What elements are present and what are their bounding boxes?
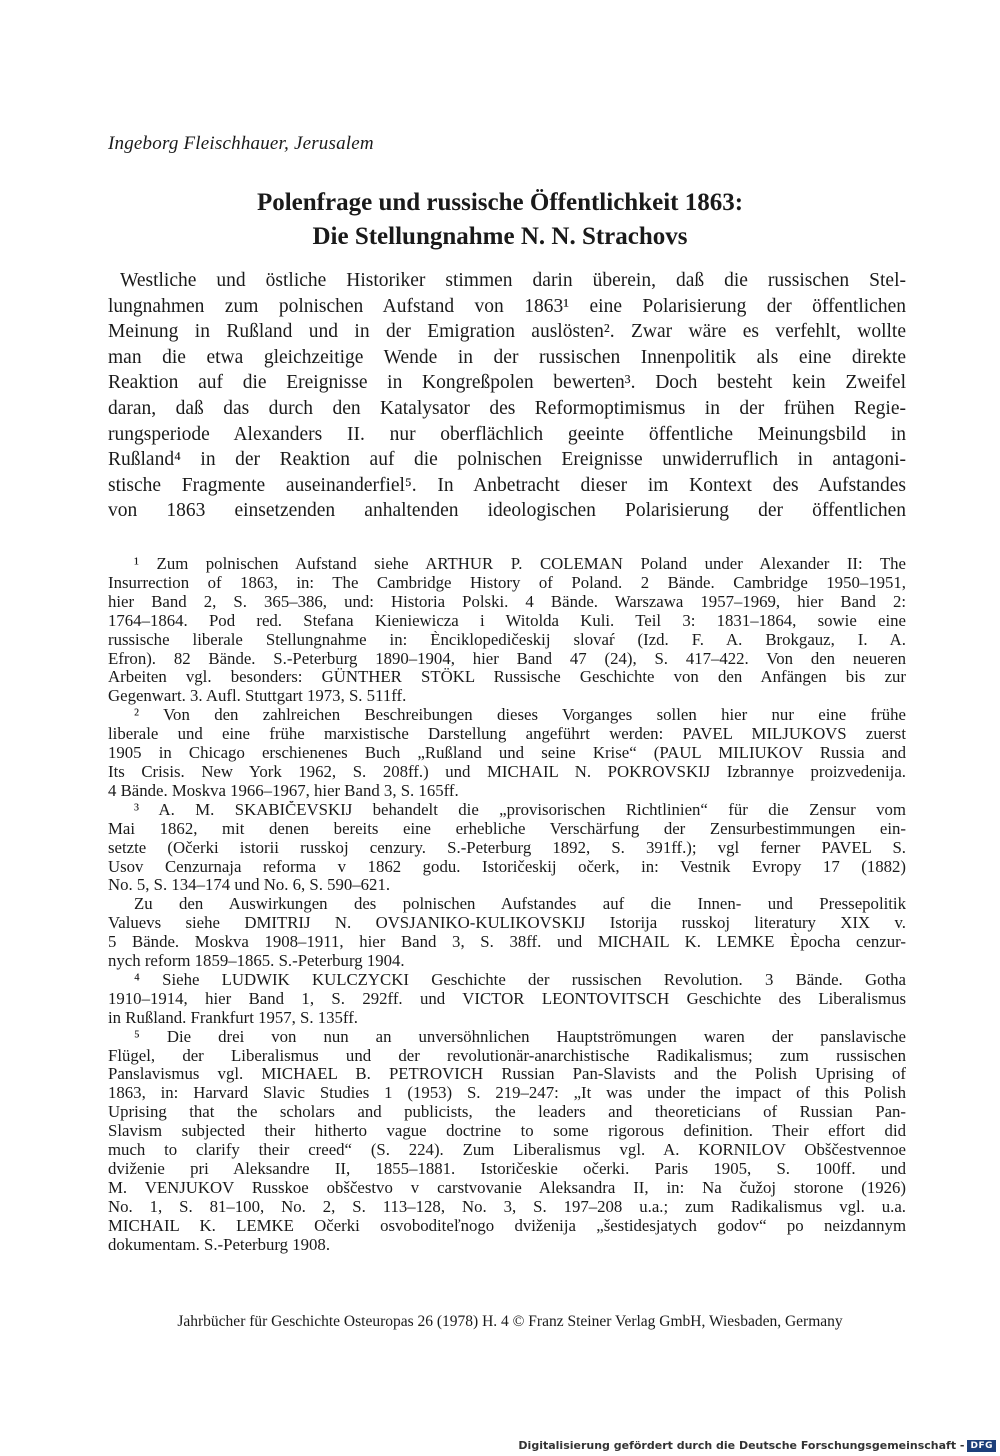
journal-citation-footer: Jahrbücher für Geschichte Osteuropas 26 (1978) H. 4 © Franz Steiner Verlag GmbH, Wiesbaden, Germany (177, 1313, 843, 1330)
article-title (100, 186, 900, 254)
footnote-line: Slavism subjected their hitherto vague doctrine to some rigorous definition. Their effort did (108, 1122, 906, 1141)
body-paragraph (108, 268, 906, 524)
footnote-line: russische liberale Stellungnahme in: Ènciklopedičeskij slovaŕ (Izd. F. A. Brokgauz, I. A. (108, 630, 906, 649)
footnote-line: Flügel, der Liberalismus und der revolutionär-anarchistische Radikalismus; zum russischen (108, 1046, 906, 1065)
body-line: von 1863 einsetzenden anhaltenden ideologischen Polarisierung der öffentlichen (108, 500, 906, 522)
footnote-line: Uprising that the scholars and publicists, the leaders and theoreticians of Russian Pan- (108, 1103, 906, 1122)
footnote-line: M. VENJUKOV Russkoe obščestvo v carstvovanie Aleksandra II, in: Na čužoj storone (1926) (108, 1178, 906, 1197)
footnote-line: ¹ Zum polnischen Aufstand siehe ARTHUR P. COLEMAN Poland under Alexander II: The (134, 555, 906, 573)
footnote-line: dokumentam. S.-Peterburg 1908. (108, 1235, 331, 1254)
title-line-1: Polenfrage und russische Öffentlichkeit 1863: (256, 189, 744, 216)
footnote-line: 1910–1914, hier Band 1, S. 292ff. und VICTOR LEONTOVITSCH Geschichte des Liberalismus (108, 989, 906, 1008)
footnote-line: Mai 1862, mit denen bereits eine erhebliche Verschärfung der Zensurbestimmungen ein- (108, 819, 906, 838)
footnote-line: ⁴ Siehe LUDWIK KULCZYCKI Geschichte der russischen Revolution. 3 Bände. Gotha (134, 970, 906, 989)
footnote-line: Gegenwart. 3. Aufl. Stuttgart 1973, S. 511ff. (108, 687, 407, 706)
footnote-line: much to clarify their creed“ (S. 224). Zum Liberalismus vgl. A. KORNILOV Obščestvennoe (108, 1141, 906, 1160)
footnote-line: No. 5, S. 134–174 und No. 6, S. 590–621. (108, 876, 391, 895)
footnote-line: Insurrection of 1863, in: The Cambridge History of Poland. 2 Bände. Cambridge 1950–1951, (108, 573, 906, 592)
footnote-line: setzte (Očerki istorii russkoj cenzury. S.-Peterburg 1892, S. 391ff.); vgl ferner PAVEL S. (108, 838, 906, 857)
body-line: Meinung in Rußland und in der Emigration auslösten². Zwar wäre es verfehlt, wollte (108, 321, 906, 343)
footnote-line: dviženie pri Aleksandre II, 1855–1881. Istoričeskie očerki. Paris 1905, S. 100ff. und (108, 1160, 906, 1178)
body-line: lungnahmen zum polnischen Aufstand von 1863¹ eine Polarisierung der öffentlichen (108, 295, 906, 317)
footnote-line: Valuevs siehe DMITRIJ N. OVSJANIKO-KULIKOVSKIJ Istorija russkoj literatury XIX v. (108, 914, 906, 933)
footnote-line: in Rußland. Frankfurt 1957, S. 135ff. (108, 1008, 358, 1027)
footnote-line: nych reform 1859–1865. S.-Peterburg 1904. (108, 952, 405, 971)
digitization-note: Digitalisierung gefördert durch die Deutsche Forschungsgemeinschaft - (518, 1439, 965, 1452)
footnote-line: MICHAIL K. LEMKE Očerki osvoboditeľnogo dviženija „šestidesjatych godov“ po neizdannym (108, 1216, 906, 1235)
footnote-line: 4 Bände. Moskva 1966–1967, hier Band 3, S. 165ff. (108, 781, 459, 800)
footnote-line: ³ A. M. SKABIČEVSKIJ behandelt die „provisorischen Richtlinien“ für die Zensur vom (134, 800, 906, 819)
footnote-line: Efron). 82 Bände. S.-Peterburg 1890–1904, hier Band 47 (24), S. 417–422. Von den neueren (108, 649, 906, 668)
footnote-line: 1863, in: Harvard Slavic Studies 1 (1953) S. 219–247: „It was under the impact of this Polish (108, 1084, 906, 1103)
footnote-line: Usov Cenzurnaja reforma v 1862 godu. Istoričeskij očerk, in: Vestnik Evropy 17 (1882) (108, 857, 906, 876)
digitization-credit (518, 1439, 996, 1452)
dfg-logo: DFG (967, 1440, 996, 1452)
footnote-line: liberale und eine frühe marxistische Darstellung angeführt werden: PAVEL MILJUKOVS zuerst (108, 725, 906, 744)
footnote-line: ² Von den zahlreichen Beschreibungen dieses Vorganges sollen hier nur eine frühe (134, 706, 906, 725)
footnote-line: 5 Bände. Moskva 1908–1911, hier Band 3, S. 38ff. und MICHAIL K. LEMKE Èpocha cenzur- (108, 933, 906, 952)
author-affiliation: Ingeborg Fleischhauer, Jerusalem (108, 133, 374, 154)
body-line: Rußland⁴ in der Reaktion auf die polnischen Ereignisse unwiderruflich in antagoni- (108, 449, 906, 471)
body-line: Westliche und östliche Historiker stimmen darin überein, daß die russischen Stel- (120, 270, 906, 291)
footnote-line: ⁵ Die drei von nun an unversöhnlichen Hauptströmungen waren der panslavische (134, 1027, 906, 1046)
body-line: man die etwa gleichzeitige Wende in der russischen Innenpolitik als eine direkte (108, 346, 906, 368)
footnote-line: hier Band 2, S. 365–386, und: Historia Polski. 4 Bände. Warszawa 1957–1969, hier Band 2: (108, 592, 906, 611)
title-line-2: Die Stellungnahme N. N. Strachovs (312, 223, 688, 250)
footnote-line: Zu den Auswirkungen des polnischen Aufstandes auf die Innen- und Pressepolitik (134, 895, 906, 914)
footnote-line: Its Crisis. New York 1962, S. 208ff.) und MICHAIL N. POKROVSKIJ Izbrannye proizvedenija. (108, 762, 906, 781)
footnotes-block (108, 555, 906, 1255)
footnote-line: 1905 in Chicago erschienenes Buch „Rußland und seine Krise“ (PAUL MILIUKOV Russia and (108, 744, 906, 763)
body-line: daran, daß das durch den Katalysator des Reformoptimismus in der frühen Regie- (108, 397, 906, 419)
footnote-line: No. 1, S. 81–100, No. 2, S. 113–128, No. 3, S. 197–208 u.a.; zum Radikalismus vgl. u.a. (108, 1197, 906, 1216)
body-line: stische Fragmente auseinanderfiel⁵. In Anbetracht dieser im Kontext des Aufstandes (108, 474, 906, 496)
footnote-line: Panslavismus vgl. MICHAEL B. PETROVICH Russian Pan-Slavists and the Polish Uprising of (108, 1065, 906, 1084)
body-line: Reaktion auf die Ereignisse in Kongreßpolen bewerten³. Doch besteht kein Zweifel (108, 372, 906, 394)
body-line: rungsperiode Alexanders II. nur oberflächlich geeinte öffentliche Meinungsbild in (108, 423, 906, 445)
footnote-line: Arbeiten vgl. besonders: GÜNTHER STÖKL Russische Geschichte von den Anfängen bis zur (108, 668, 906, 687)
footnote-line: 1764–1864. Pod red. Stefana Kieniewicza i Witolda Kuli. Teil 3: 1831–1864, sowie eine (108, 611, 906, 630)
